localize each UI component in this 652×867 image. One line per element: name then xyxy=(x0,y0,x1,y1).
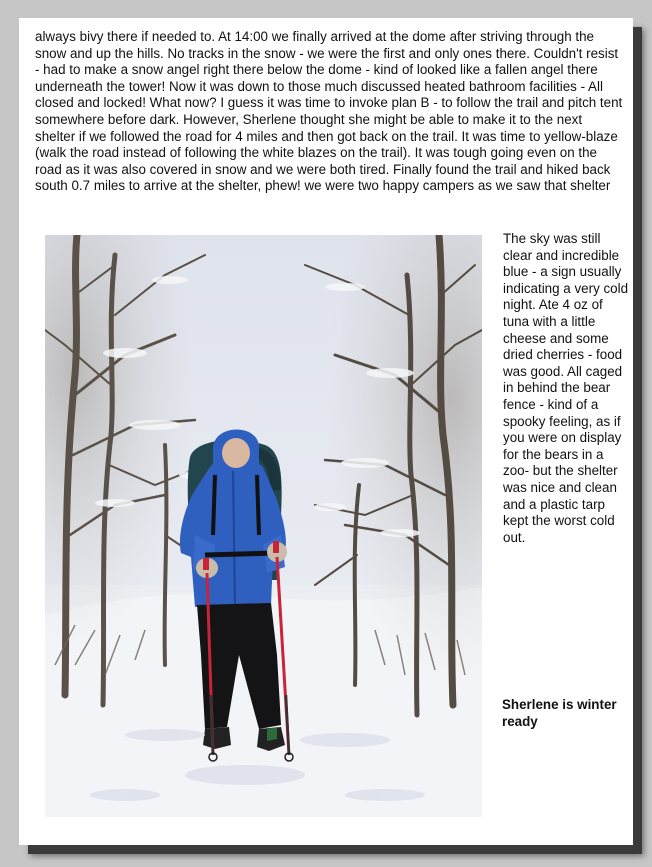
document-page xyxy=(19,18,633,845)
side-column-text: The sky was still clear and incredible blue - a sign usually indicating a very cold night. Ate 4 oz of tuna with a little cheese and some dried cherries - food was good. All caged in behind the bear fence - kind of a spooky feeling, as if you were on display for the bears in a zoo- but the shelter was nice and clean and a plastic tarp kept the worst cold out. xyxy=(503,231,629,545)
snowy-forest-illustration xyxy=(45,235,482,817)
hiker-photo xyxy=(45,235,482,817)
photo-caption: Sherlene is winter ready xyxy=(502,697,617,729)
article-body-text: always bivy there if needed to. At 14:00 we finally arrived at the dome after striving through the snow and up the hills. No tracks in the snow - we were the first and only ones there. Couldn't resist - had to make a snow angel right there below the dome - kind of looked like a fallen angel there underneath the tower! Now it was down to those much discussed heated bathroom facilities - All closed and locked! What now? I guess it was time to invoke plan B - to follow the trail and pitch tent somewhere before dark. However, Sherlene thought she might be able to make it to the next shelter if we followed the road for 4 miles and then got back on the trail. It was time to yellow-blaze (walk the road instead of following the white blazes on the trail). It was tough going even on the road as it was also covered in snow and we were both tired. Finally found the trail and hiked back south 0.7 miles to arrive at the shelter, phew! we were two happy campers as we saw that shelter xyxy=(35,29,623,194)
